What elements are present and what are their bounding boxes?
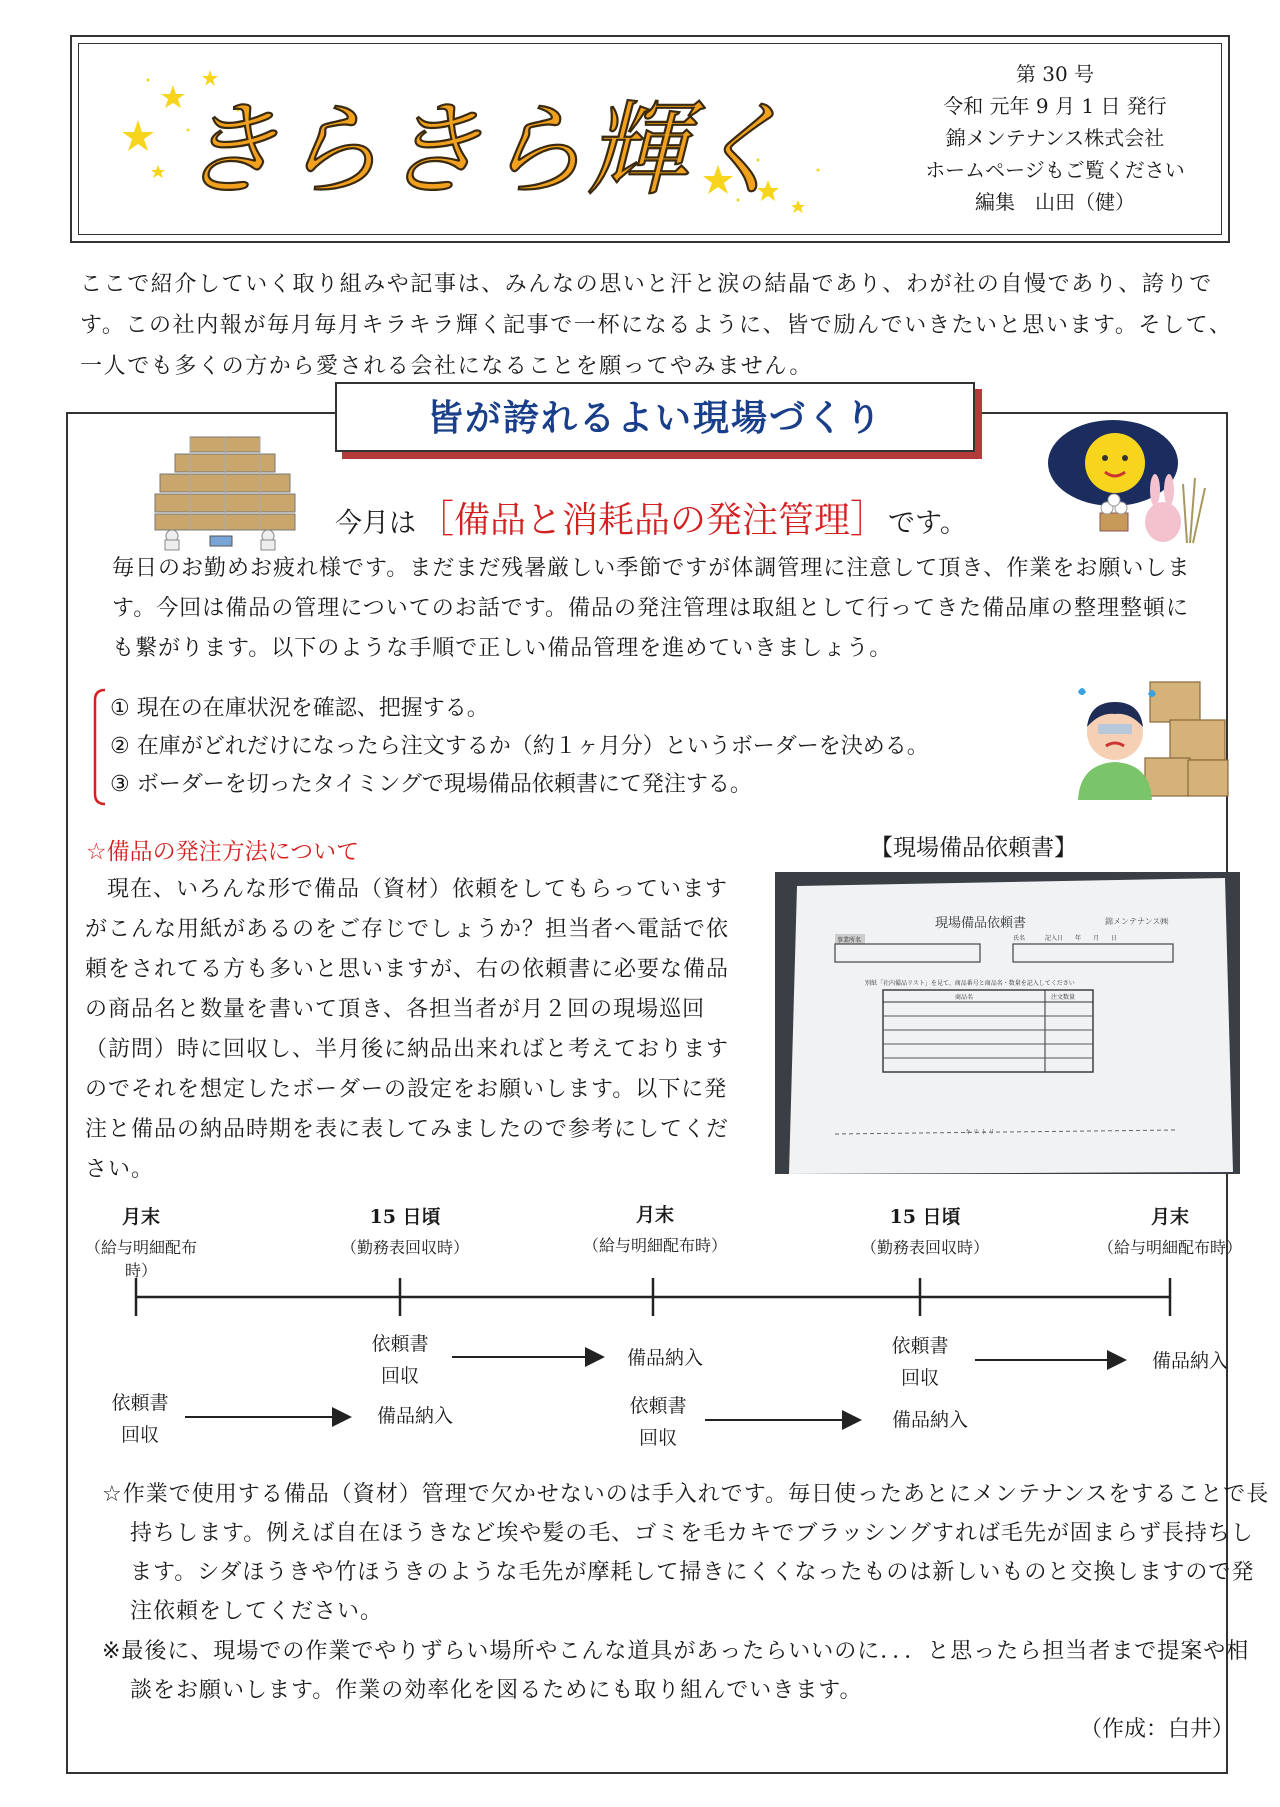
timeline-request: 依頼書 回収: [371, 1333, 429, 1387]
step-item: ① 現在の在庫状況を確認、把握する。: [110, 696, 489, 721]
issue-info: [905, 58, 1205, 218]
timeline-delivery: 備品納入: [891, 1409, 968, 1431]
steps-bracket: [92, 688, 106, 806]
order-timeline: [70, 1200, 1250, 1450]
timeline-delivery: 備品納入: [1151, 1350, 1228, 1372]
homepage-note: ホームページもご覧ください: [925, 158, 1185, 182]
method-paragraph: [85, 870, 735, 1190]
month-suffix: です。: [888, 508, 967, 539]
form-col-item: 商品名: [955, 994, 974, 1001]
form-field-label: 事業所名: [837, 937, 862, 944]
timeline-request: 依頼書 回収: [111, 1392, 169, 1446]
month-topic: 備品と消耗品の発注管理: [454, 500, 851, 541]
form-cut-line: キ リ ト リ: [965, 1129, 995, 1136]
timeline-delivery: 備品納入: [626, 1347, 703, 1369]
form-photo: [775, 872, 1240, 1174]
company-name: 錦メンテナンス株式会社: [945, 126, 1165, 150]
intro-paragraph: ここで紹介していく取り組みや記事は、みんなの思いと汗と涙の結晶であり、わが社の自慢であり、誇りです。この社内報が毎月毎月キラキラ輝く記事で一杯になるように、皆で励んでいきたいと思います。そして、一人でも多くの方から愛される会社になることを願ってやみません。: [80, 272, 1233, 379]
method-text: 現在、いろんな形で備品（資材）依頼をしてもらっていますがこんな用紙があるのをご存じでしょうか？担当者へ電話で依頼をされてる方も多いと思いますが、右の依頼書に必要な備品の商品名と数量を書いて頂き、各担当者が月２回の現場巡回（訪問）時に回収し、半月後に納品出来ればと考えておりますのでそれを想定したボーダーの設定をお願いします。以下に発注と備品の納品時期を表に表してみましたので参考にしてください。: [85, 877, 730, 1182]
month-prefix: 今月は: [335, 508, 416, 539]
step-item: ③ ボーダーを切ったタイミングで現場備品依頼書にて発注する。: [110, 772, 752, 797]
step-item: ② 在庫がどれだけになったら注文するか（約１ヶ月分）というボーダーを決める。: [110, 734, 929, 759]
timeline-request: 依頼書 回収: [891, 1335, 949, 1389]
issue-number: 第 30 号: [1015, 62, 1095, 86]
maintenance-note: ☆作業で使用する備品（資材）管理で欠かせないのは手入れです。毎日使ったあとにメンテナンスをすることで長持ちします。例えば自在ほうきなど埃や髪の毛、ゴミを毛カキでブラッシングすれば毛先が固まらず長持ちします。シダほうきや竹ほうきのような毛先が摩耗して掃きにくくなったものは新しいものと交換しますので発注依頼をしてください。: [102, 1482, 1270, 1624]
timeline-point: 月末 （給与明細配布時）: [84, 1206, 197, 1280]
timeline-request: 依頼書 回収: [629, 1395, 687, 1449]
section-title: 皆が誇れるよい現場づくり: [426, 398, 883, 439]
form-instruction: 別紙「社内備品リスト」を見て、商品番号と商品名・数量を記入してください: [865, 980, 1075, 987]
form-col-qty: 注文数量: [1051, 994, 1076, 1001]
author-credit: （作成：白井）: [1080, 1717, 1235, 1742]
timeline-point: 15 日頃 （勤務表回収時）: [340, 1206, 469, 1257]
timeline-point: 月末 （給与明細配布時）: [1097, 1206, 1242, 1257]
form-field-date: 記入日 年 月 日: [1045, 935, 1118, 942]
form-company: 錦メンテナンス㈱: [1105, 917, 1169, 926]
form-caption: 【現場備品依頼書】: [870, 835, 1077, 861]
editor-name: 編集 山田（健）: [975, 190, 1135, 214]
svg-text:きらきら輝く: きらきら輝く: [178, 91, 790, 210]
form-field-name: 氏名: [1013, 935, 1026, 942]
warehouse-illustration: [150, 432, 300, 552]
method-heading: ☆備品の発注方法について: [86, 839, 360, 865]
timeline-point: 15 日頃 （勤務表回収時）: [860, 1206, 989, 1257]
form-title: 現場備品依頼書: [935, 916, 1027, 931]
greeting-paragraph: 毎日のお勤めお疲れ様です。まだまだ残暑厳しい季節ですが体調管理に注意して頂き、作業をお願いします。今回は備品の管理についてのお話です。備品の発注管理は取組として行ってきた備品庫の整理整頓にも繋がります。以下のような手順で正しい備品管理を進めていきましょう。: [112, 556, 1191, 661]
masthead-logo: [118, 50, 848, 220]
worried-boxes-illustration: [1070, 672, 1230, 802]
closing-note: ※最後に、現場での作業でやりずらい場所やこんな道具があったらいいのに．．．と思ったら担当者まで提案や相談をお願いします。作業の効率化を図るためにも取り組んでいきます。: [102, 1639, 1250, 1703]
issue-date: 令和 元年 9 月 1 日 発行: [943, 94, 1167, 118]
timeline-point: 月末 （給与明細配布時）: [582, 1204, 727, 1255]
timeline-delivery: 備品納入: [376, 1405, 453, 1427]
steps-list: [110, 690, 1070, 804]
moon-rabbit-illustration: [1045, 418, 1210, 548]
month-topic-line: 今月は［備品と消耗品の発注管理］です。: [335, 497, 967, 541]
